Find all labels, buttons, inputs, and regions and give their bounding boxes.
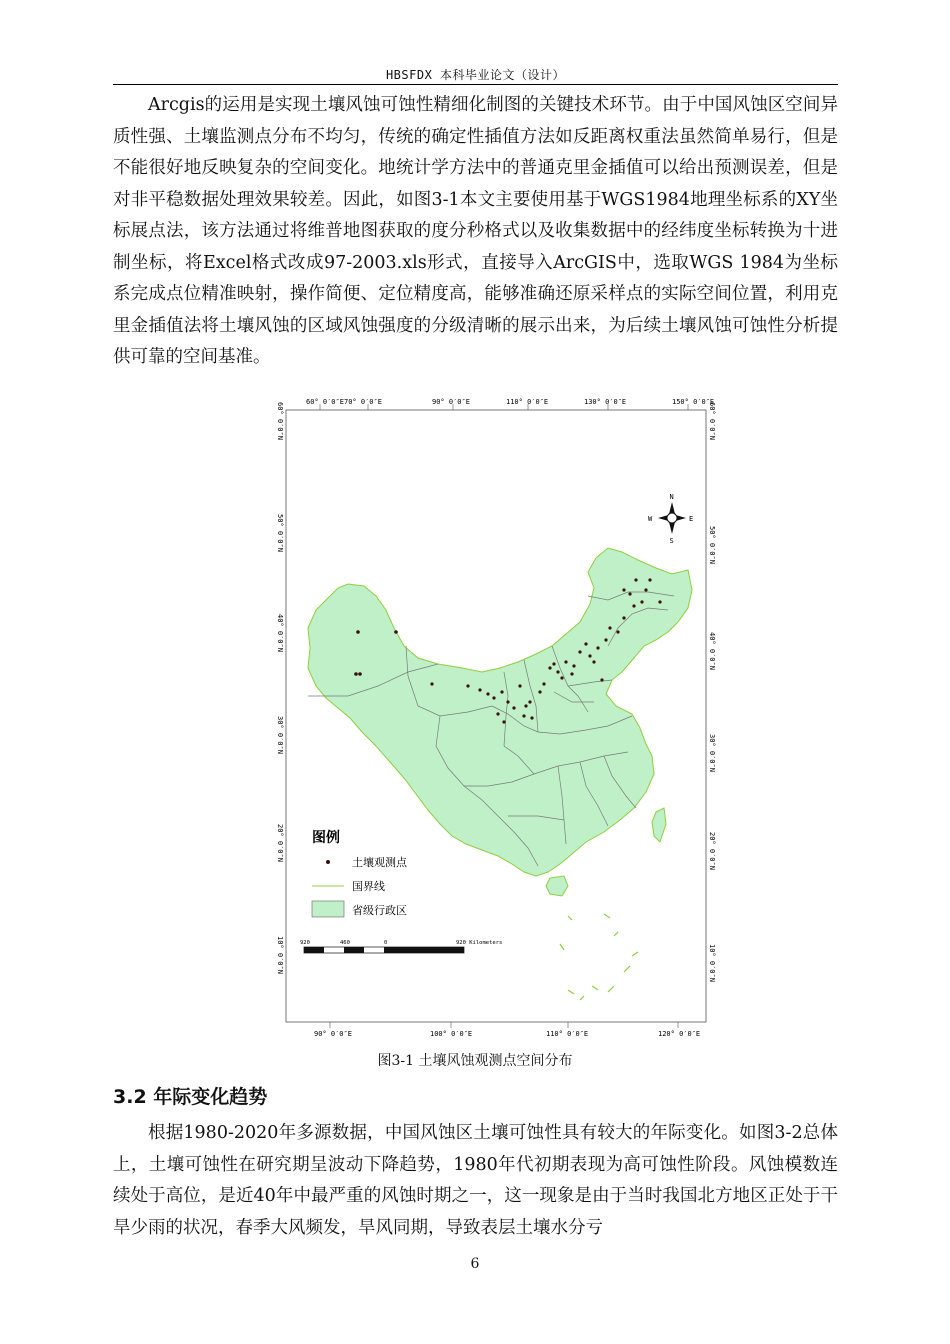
left-tick-label: 50° 0′0″N	[276, 514, 284, 552]
bottom-tick-label: 110° 0′0″E	[546, 1030, 589, 1038]
legend-item-boundary: 国界线	[352, 880, 385, 893]
scale-label: 0	[384, 940, 388, 946]
left-tick-label: 40° 0′0″N	[276, 614, 284, 652]
body-paragraph-2: 根据1980-2020年多源数据，中国风蚀区土壤可蚀性具有较大的年际变化。如图3-2总体上，土壤可蚀性在研究期呈波动下降趋势，1980年代初期表现为高可蚀性阶段。风蚀模数连续处于高位，是近40年中最严重的风蚀时期之一，这一现象是由于当时我国北方地区正处于干旱少雨的状况，春季大风频发，旱风同期，导致表层土壤水分亏	[113, 1123, 838, 1238]
top-tick-label: 110° 0′0″E	[506, 398, 549, 406]
page-number: 6	[470, 1256, 480, 1272]
right-tick-label: 60° 0′0″N	[708, 402, 716, 440]
top-tick-label: 150° 0′0″E	[672, 398, 715, 406]
right-tick-label: 20° 0′0″N	[708, 832, 716, 870]
south-label: S	[669, 537, 674, 545]
north-label: N	[669, 493, 674, 501]
china-map	[268, 396, 723, 1038]
top-tick-label: 70° 0′0″E	[344, 398, 382, 406]
east-label: E	[689, 515, 694, 523]
figure-caption: 图3-1 土壤风蚀观测点空间分布	[377, 1053, 573, 1069]
header-rule	[113, 84, 838, 85]
body-paragraph-1: Arcgis的运用是实现土壤风蚀可蚀性精细化制图的关键技术环节。由于中国风蚀区空间异质性强、土壤监测点分布不均匀，传统的确定性插值方法如反距离权重法虽然简单易行，但是不能很好地反映复杂的空间变化。地统计学方法中的普通克里金插值可以给出预测误差，但是对非平稳数据处理效果较差。因此，如图3-1本文主要使用基于WGS1984地理坐标系的XY坐标展点法，该方法通过将维普地图获取的度分秒格式以及收集数据中的经纬度坐标转换为十进制坐标，将Excel格式改成97-2003.xls形式，直接导入ArcGIS中，选取WGS 1984为坐标系完成点位精准映射，操作简便、定位精度高，能够准确还原采样点的实际空间位置，利用克里金插值法将土壤风蚀的区域风蚀强度的分级清晰的展示出来，为后续土壤风蚀可蚀性分析提供可靠的空间基准。	[113, 95, 838, 367]
top-tick-label: 90° 0′0″E	[432, 398, 470, 406]
bottom-tick-label: 120° 0′0″E	[658, 1030, 701, 1038]
bottom-tick-label: 90° 0′0″E	[314, 1030, 352, 1038]
right-tick-label: 50° 0′0″N	[708, 526, 716, 564]
left-tick-label: 10° 0′0″N	[276, 936, 284, 974]
legend-title: 图例	[312, 830, 340, 846]
point-marker-icon	[326, 860, 330, 864]
legend-item-points: 土壤观测点	[352, 856, 407, 869]
scale-label: 920	[300, 940, 310, 946]
top-tick-label: 130° 0′0″E	[584, 398, 627, 406]
left-tick-label: 20° 0′0″N	[276, 824, 284, 862]
right-tick-label: 10° 0′0″N	[708, 944, 716, 982]
right-tick-label: 30° 0′0″N	[708, 734, 716, 772]
bottom-tick-label: 100° 0′0″E	[430, 1030, 473, 1038]
right-tick-label: 40° 0′0″N	[708, 632, 716, 670]
section-heading: 3.2 年际变化趋势	[113, 1086, 268, 1108]
polygon-swatch-icon	[312, 901, 344, 917]
west-label: W	[648, 515, 653, 523]
left-tick-label: 30° 0′0″N	[276, 716, 284, 754]
legend-item-province: 省级行政区	[352, 904, 407, 917]
scale-label: 920 Kilometers	[456, 940, 503, 946]
left-tick-label: 60° 0′0″N	[276, 402, 284, 440]
page-header: HBSFDX 本科毕业论文（设计）	[385, 68, 566, 82]
figure-map	[268, 396, 723, 1038]
scale-label: 460	[340, 940, 350, 946]
top-tick-label: 60° 0′0″E	[306, 398, 344, 406]
